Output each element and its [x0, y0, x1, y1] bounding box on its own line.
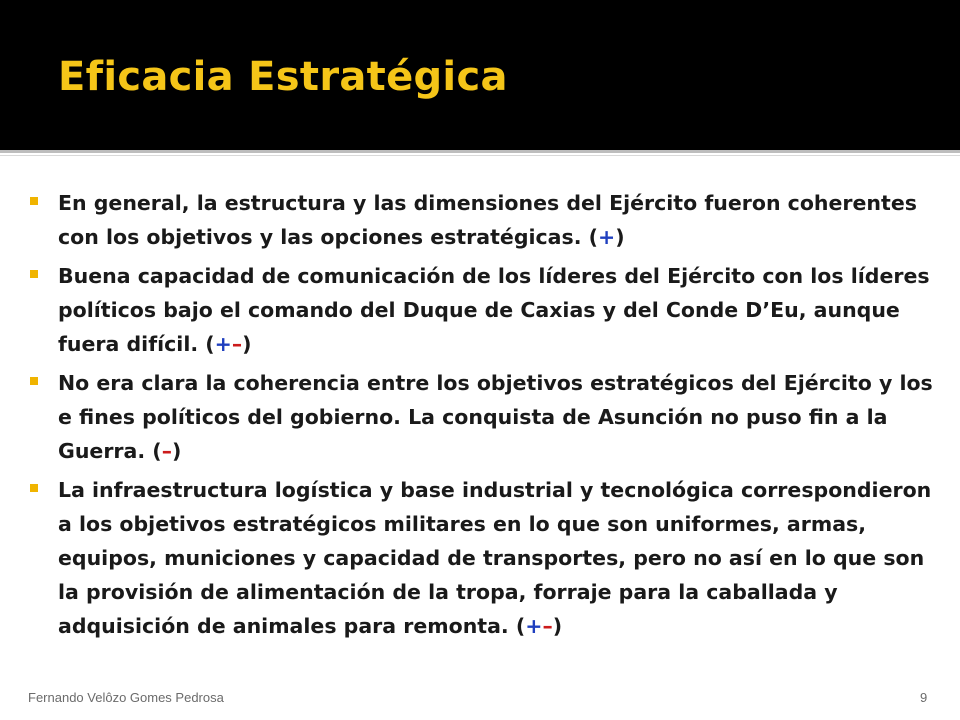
minus-sign: –: [542, 614, 553, 638]
square-bullet-icon: [30, 484, 38, 492]
bullet-item: [30, 473, 948, 643]
title-bar: [0, 0, 960, 150]
paren-open: (: [508, 614, 526, 638]
paren-open: (: [198, 332, 215, 356]
paren-close: ): [171, 439, 182, 463]
plus-sign: +: [214, 332, 232, 356]
minus-sign: –: [231, 332, 243, 356]
plus-sign: +: [598, 225, 616, 249]
bullet-item: [30, 259, 948, 361]
paren-open: (: [581, 225, 599, 249]
bullet-text: No era clara la coherencia entre los objetivos estratégicos del Ejército y los e fines políticos del gobierno. La conquista de Asunción no puso fin a la Guerra.: [58, 371, 933, 463]
slide-title: Eficacia Estratégica: [58, 54, 508, 100]
square-bullet-icon: [30, 270, 38, 278]
title-divider: [0, 150, 960, 153]
bullet-text: En general, la estructura y las dimensiones del Ejército fueron coherentes con los objetivos y las opciones estratégicas.: [58, 191, 917, 249]
bullet-text: La infraestructura logística y base industrial y tecnológica correspondieron a los objetivos estratégicos militares en lo que son uniformes, armas, equipos, municiones y capacidad de transportes, pero no así en lo que son la provisión de alimentación de la tropa, forraje para la caballada y adquisición de animales para remonta.: [58, 478, 932, 638]
bullet-item: [30, 186, 948, 254]
footer-author: Fernando Velôzo Gomes Pedrosa: [28, 690, 224, 705]
page-number: 9: [920, 690, 928, 705]
paren-close: ): [615, 225, 625, 249]
minus-sign: –: [161, 439, 172, 463]
paren-close: ): [242, 332, 252, 356]
square-bullet-icon: [30, 197, 38, 205]
paren-open: (: [145, 439, 162, 463]
bullet-item: [30, 366, 948, 468]
bullet-list: [30, 186, 948, 648]
plus-sign: +: [525, 614, 543, 638]
title-divider-thin: [0, 155, 960, 156]
square-bullet-icon: [30, 377, 38, 385]
bullet-text: Buena capacidad de comunicación de los líderes del Ejército con los líderes políticos bajo el comando del Duque de Caxias y del Conde D’Eu, aunque fuera difícil.: [58, 264, 930, 356]
paren-close: ): [552, 614, 563, 638]
